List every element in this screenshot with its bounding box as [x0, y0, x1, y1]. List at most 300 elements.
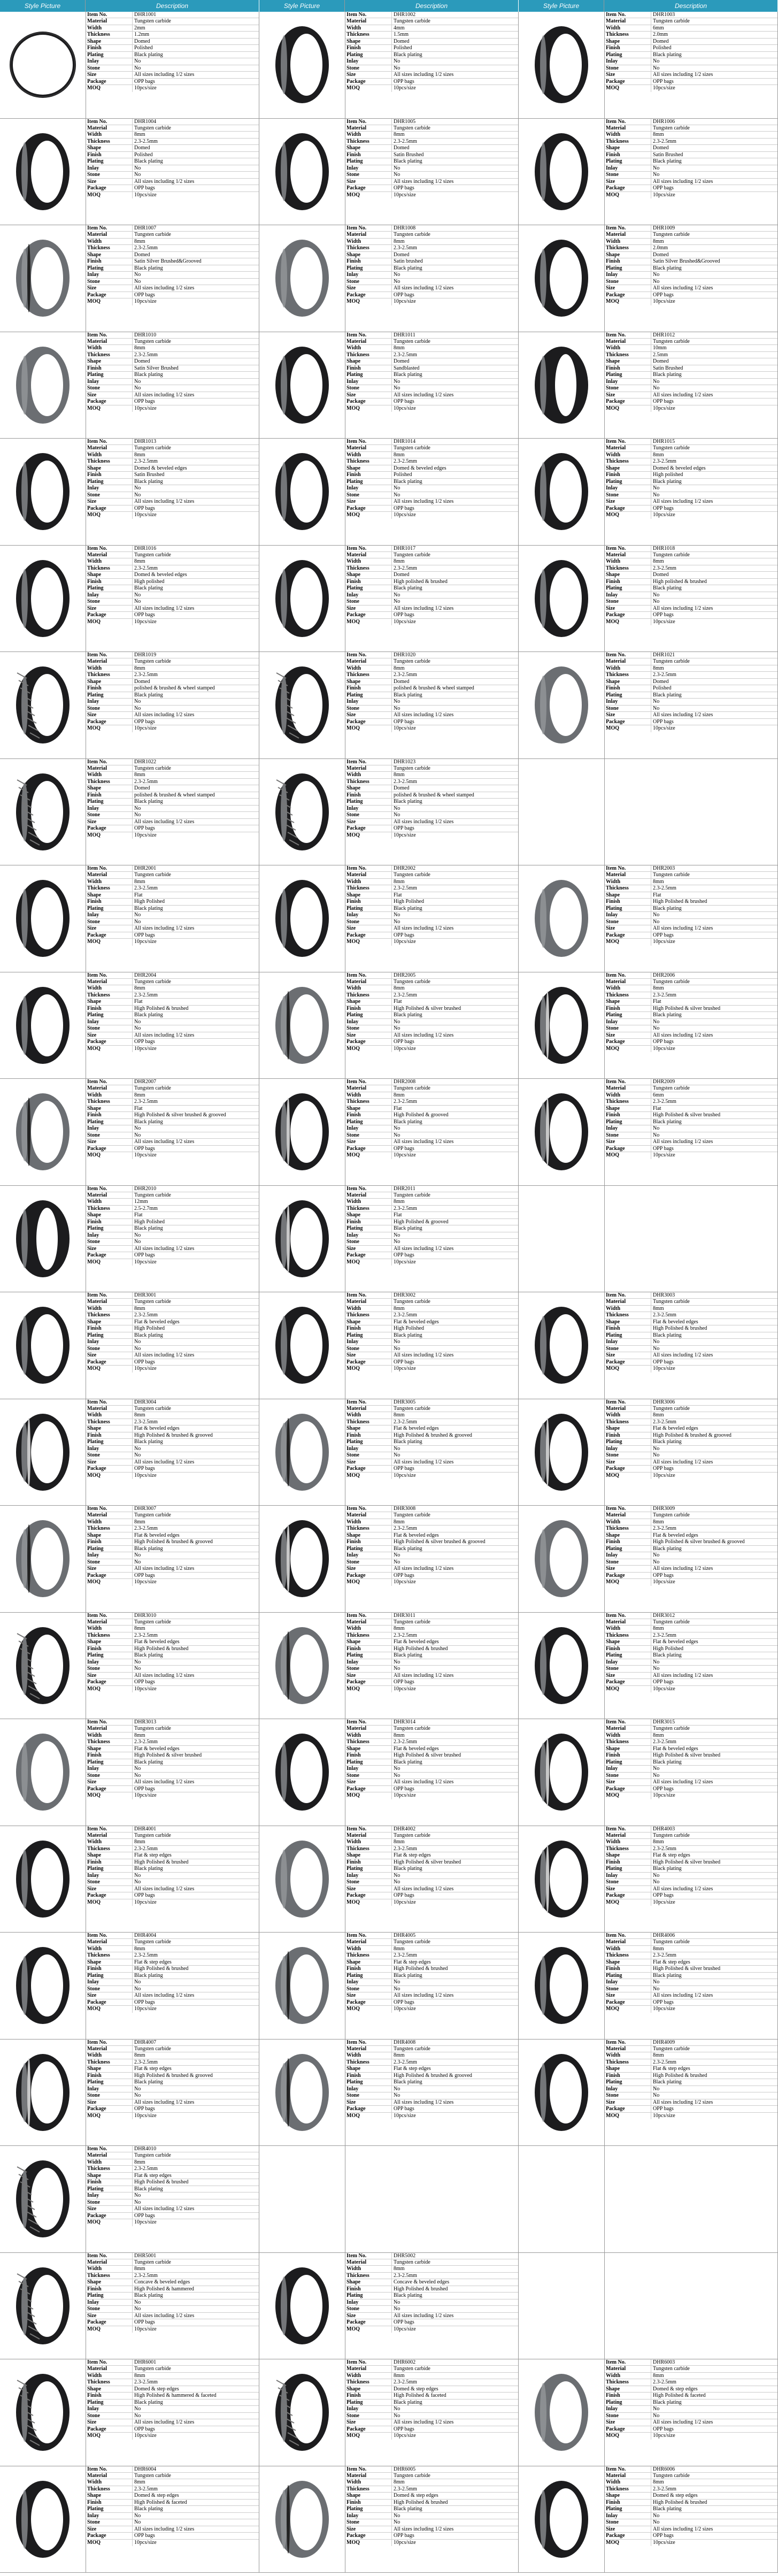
spec-label: Stone — [605, 706, 651, 711]
spec-label: Stone — [86, 2306, 133, 2312]
spec-value: OPP bags — [653, 1679, 674, 1685]
spec-value: OPP bags — [134, 1466, 155, 1472]
spec-label: Material — [86, 2366, 133, 2372]
spec-value: 2.3-2.5mm — [134, 2486, 158, 2492]
spec-row-moq — [86, 2113, 259, 2119]
spec-row-material — [605, 1085, 778, 1092]
spec-label: Finish — [345, 2393, 392, 2398]
spec-label: Shape — [605, 2493, 651, 2498]
spec-value: 10pcs/size — [653, 1366, 675, 1372]
empty-cell — [519, 2146, 778, 2253]
spec-value: 2.3-2.5mm — [134, 2379, 158, 2386]
ring-image — [265, 870, 340, 967]
spec-label: Inlay — [86, 2086, 133, 2092]
spec-value: 8mm — [653, 665, 664, 671]
spec-value: Flat & step edges — [134, 2172, 172, 2179]
spec-row-inlay — [345, 272, 519, 278]
spec-label: Inlay — [86, 1446, 133, 1452]
spec-label: MOQ — [605, 405, 651, 412]
spec-label: Plating — [345, 1973, 392, 1979]
spec-row-moq — [605, 2540, 778, 2546]
spec-row-inlay — [86, 2406, 259, 2412]
spec-label: Thickness — [86, 139, 133, 144]
spec-value: All sizes including 1/2 sizes — [134, 1245, 195, 1252]
spec-label: Item No. — [345, 1506, 392, 1512]
spec-table — [86, 1933, 259, 2039]
spec-row-shape — [345, 145, 519, 151]
spec-value: All sizes including 1/2 sizes — [653, 392, 713, 398]
spec-value: Domed — [394, 251, 410, 258]
spec-row-shape — [605, 2066, 778, 2072]
spec-value: No — [653, 1445, 660, 1452]
spec-value: No — [134, 1766, 141, 1772]
spec-label: Material — [605, 552, 651, 558]
spec-value: OPP bags — [394, 1039, 414, 1045]
spec-value: 2.3-2.5mm — [394, 2379, 417, 2386]
spec-row-size — [345, 2099, 519, 2106]
spec-value: 8mm — [394, 558, 405, 565]
spec-label: Width — [86, 1092, 133, 1098]
spec-row-width — [345, 1626, 519, 1632]
spec-label: Plating — [345, 2506, 392, 2512]
spec-label: MOQ — [86, 2540, 133, 2546]
spec-row-thickness — [86, 1419, 259, 1425]
spec-value: No — [134, 2306, 141, 2312]
spec-row-item — [86, 972, 259, 979]
spec-row-item — [605, 1933, 778, 1939]
spec-row-item — [345, 2253, 519, 2259]
spec-row-package — [345, 2533, 519, 2539]
spec-value: Domed & beveled edges — [653, 465, 706, 471]
spec-label: Package — [605, 1466, 651, 1471]
spec-row-size — [86, 1886, 259, 1892]
spec-row-width — [345, 1306, 519, 1312]
spec-label: MOQ — [345, 1046, 392, 1052]
spec-value: 10pcs/size — [134, 85, 157, 91]
spec-row-width — [345, 345, 519, 351]
spec-value: Black plating — [394, 372, 422, 378]
spec-row-thickness — [345, 1739, 519, 1745]
style-picture — [0, 2253, 86, 2359]
spec-row-moq — [345, 619, 519, 625]
spec-row-moq — [345, 832, 519, 839]
spec-label: Thickness — [86, 992, 133, 998]
spec-value: No — [653, 485, 660, 492]
spec-value: No — [134, 1018, 141, 1025]
spec-value: 2.3-2.5mm — [134, 565, 158, 571]
spec-label: Size — [86, 499, 133, 504]
spec-row-moq — [86, 298, 259, 305]
spec-value: No — [653, 705, 660, 711]
ring-image — [265, 977, 340, 1074]
spec-label: Shape — [86, 1319, 133, 1325]
spec-table — [86, 1186, 259, 1292]
spec-row-stone — [605, 706, 778, 712]
spec-label: Item No. — [86, 2466, 133, 2472]
spec-row-width — [345, 558, 519, 565]
spec-row-package — [345, 1466, 519, 1472]
spec-label: Package — [345, 505, 392, 511]
spec-value: OPP bags — [134, 1892, 155, 1899]
spec-row-size — [345, 2419, 519, 2426]
spec-label: Plating — [605, 52, 651, 58]
spec-row-width — [86, 1412, 259, 1419]
spec-value: Tungsten carbide — [394, 2259, 430, 2265]
spec-label: Material — [86, 339, 133, 344]
spec-value: All sizes including 1/2 sizes — [134, 712, 195, 718]
style-picture — [259, 972, 345, 1079]
spec-value: Tungsten carbide — [134, 1726, 171, 1732]
spec-value: 10pcs/size — [394, 1366, 416, 1372]
spec-label: Thickness — [345, 458, 392, 464]
spec-row-item — [605, 1399, 778, 1406]
spec-row-stone — [86, 919, 259, 925]
spec-label: Finish — [605, 579, 651, 585]
style-picture — [519, 546, 605, 652]
spec-label: Width — [605, 1412, 651, 1418]
spec-value: OPP bags — [394, 1572, 414, 1578]
spec-label: Item No. — [86, 1399, 133, 1405]
spec-row-package — [345, 1679, 519, 1685]
spec-value: Domed & step edges — [394, 2386, 438, 2392]
spec-label: Shape — [345, 2493, 392, 2498]
spec-label: Plating — [605, 479, 651, 485]
spec-value: Tungsten carbide — [653, 1619, 690, 1625]
style-picture — [519, 439, 605, 545]
ring-image — [5, 1617, 80, 1714]
spec-row-thickness — [605, 1952, 778, 1959]
spec-value: All sizes including 1/2 sizes — [394, 1032, 454, 1038]
spec-row-inlay — [605, 1873, 778, 1879]
spec-row-stone — [345, 1239, 519, 1245]
spec-label: MOQ — [86, 85, 133, 91]
spec-label: Width — [86, 1412, 133, 1418]
spec-label: Shape — [605, 465, 651, 471]
spec-value: 2.3-2.5mm — [394, 992, 417, 998]
spec-label: Finish — [345, 1859, 392, 1865]
spec-value: No — [394, 1872, 400, 1879]
spec-label: Stone — [86, 1773, 133, 1778]
spec-label: Inlay — [86, 1019, 133, 1025]
spec-row-inlay — [86, 1873, 259, 1879]
product-cell — [259, 1719, 519, 1826]
spec-row-thickness — [345, 2486, 519, 2493]
spec-table — [605, 119, 778, 225]
spec-row-shape — [86, 1106, 259, 1112]
spec-row-moq — [86, 2326, 259, 2333]
spec-value: Black plating — [394, 1545, 422, 1552]
spec-row-moq — [605, 2006, 778, 2012]
spec-row-moq — [345, 1259, 519, 1266]
spec-value: Black plating — [134, 2079, 163, 2086]
spec-row-material — [605, 1939, 778, 1945]
spec-label: Stone — [345, 2519, 392, 2525]
spec-label: Package — [345, 1039, 392, 1045]
spec-value: Black plating — [134, 1972, 163, 1979]
spec-row-stone — [605, 492, 778, 499]
style-picture — [259, 865, 345, 972]
spec-row-size — [86, 1246, 259, 1252]
spec-label: Shape — [345, 999, 392, 1005]
spec-value: Flat & step edges — [653, 2066, 690, 2072]
spec-label: Stone — [605, 172, 651, 178]
spec-row-size — [345, 1352, 519, 1359]
table-header — [0, 0, 778, 12]
spec-label: Inlay — [86, 699, 133, 704]
spec-row-width — [86, 2373, 259, 2379]
style-picture — [0, 1719, 86, 1826]
spec-label: Stone — [345, 172, 392, 178]
spec-row-shape — [345, 1639, 519, 1645]
spec-row-stone — [86, 2413, 259, 2419]
spec-value: Tungsten carbide — [134, 1299, 171, 1305]
spec-label: Width — [86, 1199, 133, 1205]
spec-row-finish — [86, 2500, 259, 2506]
spec-row-width — [605, 879, 778, 885]
spec-label: Finish — [345, 1646, 392, 1652]
spec-value: No — [134, 699, 141, 705]
spec-row-package — [605, 2533, 778, 2539]
spec-row-moq — [345, 512, 519, 518]
spec-label: MOQ — [86, 832, 133, 839]
spec-row-material — [345, 1085, 519, 1092]
spec-label: MOQ — [605, 1899, 651, 1906]
spec-label: Item No. — [605, 332, 651, 338]
spec-value: 2.3-2.5mm — [134, 885, 158, 892]
spec-label: MOQ — [86, 1792, 133, 1799]
spec-value: 4mm — [394, 25, 405, 31]
spec-row-size — [605, 1779, 778, 1785]
spec-value: All sizes including 1/2 sizes — [394, 1779, 454, 1785]
spec-value: Flat & beveled edges — [653, 1318, 698, 1325]
spec-row-item — [345, 1399, 519, 1406]
spec-row-package — [86, 719, 259, 725]
spec-row-item — [86, 119, 259, 125]
spec-value: DHR1002 — [394, 12, 416, 18]
spec-value: Flat & beveled edges — [653, 1532, 698, 1538]
spec-label: Size — [86, 285, 133, 291]
spec-table — [345, 2359, 519, 2466]
spec-row-item — [345, 1719, 519, 1726]
spec-row-moq — [345, 725, 519, 732]
spec-label: Finish — [86, 1539, 133, 1545]
spec-label: Size — [345, 1566, 392, 1571]
spec-value: No — [653, 2406, 660, 2412]
spec-label: Thickness — [86, 1739, 133, 1745]
spec-row-plating — [86, 479, 259, 485]
product-cell — [519, 865, 778, 972]
spec-label: Size — [86, 2099, 133, 2105]
spec-label: Inlay — [605, 1339, 651, 1345]
spec-value: High Polished & hammered & faceted — [134, 2393, 217, 2399]
spec-row-item — [345, 972, 519, 979]
spec-value: DHR3007 — [134, 1506, 157, 1512]
spec-value: 10pcs/size — [394, 2006, 416, 2012]
spec-row-width — [345, 452, 519, 458]
spec-row-plating — [86, 2399, 259, 2406]
style-picture — [0, 546, 86, 652]
spec-row-shape — [86, 1319, 259, 1325]
spec-label: Finish — [86, 1219, 133, 1225]
spec-row-finish — [86, 899, 259, 905]
spec-row-inlay — [345, 485, 519, 492]
spec-label: Finish — [605, 2073, 651, 2079]
spec-value: Black plating — [653, 2079, 682, 2086]
spec-row-finish — [86, 1219, 259, 1225]
spec-row-package — [345, 1146, 519, 1152]
spec-label: Finish — [345, 792, 392, 798]
spec-label: Inlay — [345, 806, 392, 811]
spec-row-finish — [86, 365, 259, 372]
spec-label: Size — [86, 1992, 133, 1998]
spec-row-thickness — [86, 1846, 259, 1852]
spec-value: OPP bags — [653, 398, 674, 405]
spec-value: DHR2005 — [394, 972, 416, 978]
spec-label: Size — [605, 2099, 651, 2105]
spec-value: DHR2011 — [394, 1185, 415, 1192]
spec-label: Finish — [605, 1966, 651, 1972]
spec-row-package — [605, 932, 778, 939]
spec-row-finish — [86, 792, 259, 799]
spec-label: Thickness — [605, 1632, 651, 1638]
spec-label: Shape — [605, 145, 651, 151]
spec-value: Tungsten carbide — [653, 1726, 690, 1732]
spec-label: Inlay — [86, 806, 133, 811]
spec-value: 10pcs/size — [134, 1579, 157, 1585]
spec-label: Size — [345, 2526, 392, 2532]
spec-row-plating — [86, 692, 259, 699]
spec-table — [605, 225, 778, 332]
spec-row-inlay — [86, 1446, 259, 1452]
spec-label: Size — [605, 499, 651, 504]
spec-label: MOQ — [345, 1366, 392, 1372]
spec-row-plating — [605, 692, 778, 699]
spec-label: Shape — [605, 1852, 651, 1858]
spec-label: Size — [86, 2526, 133, 2532]
spec-label: Stone — [86, 1666, 133, 1672]
spec-label: Shape — [345, 1212, 392, 1218]
spec-label: Plating — [86, 479, 133, 485]
spec-value: No — [394, 1239, 400, 1245]
spec-value: OPP bags — [394, 718, 414, 725]
style-picture — [259, 1186, 345, 1292]
spec-row-thickness — [86, 1206, 259, 1212]
spec-row-shape — [605, 1532, 778, 1539]
spec-label: Plating — [345, 479, 392, 485]
empty-cell — [519, 2253, 778, 2360]
spec-value: OPP bags — [653, 1999, 674, 2005]
spec-row-size — [345, 1779, 519, 1785]
spec-value: High Polished & faceted — [394, 2393, 446, 2399]
spec-label: Finish — [86, 899, 133, 904]
spec-value: OPP bags — [653, 1785, 674, 1792]
spec-label: Size — [86, 819, 133, 825]
spec-value: 8mm — [653, 1412, 664, 1419]
spec-label: Shape — [605, 1106, 651, 1111]
spec-label: Finish — [86, 152, 133, 158]
spec-value: No — [653, 1879, 660, 1885]
spec-value: 10pcs/size — [653, 1899, 675, 1905]
spec-value: Black plating — [394, 905, 422, 911]
spec-label: Width — [345, 985, 392, 991]
spec-value: 2.3-2.5mm — [134, 1419, 158, 1425]
spec-row-width — [86, 985, 259, 992]
spec-row-finish — [86, 45, 259, 51]
spec-label: Thickness — [86, 1206, 133, 1212]
spec-label: Shape — [86, 1425, 133, 1431]
spec-label: Finish — [605, 1646, 651, 1652]
spec-value: No — [394, 1452, 400, 1459]
spec-value: All sizes including 1/2 sizes — [394, 605, 454, 611]
spec-row-thickness — [345, 245, 519, 251]
spec-row-stone — [605, 2092, 778, 2099]
spec-row-thickness — [605, 1419, 778, 1425]
spec-value: 8mm — [134, 1305, 145, 1312]
spec-row-plating — [86, 1439, 259, 1445]
spec-row-thickness — [605, 2379, 778, 2386]
spec-value: 8mm — [134, 558, 145, 565]
spec-label: Package — [345, 1573, 392, 1578]
spec-row-stone — [86, 65, 259, 72]
spec-label: Plating — [345, 52, 392, 58]
spec-value: DHR1004 — [134, 118, 157, 125]
spec-value: No — [653, 2519, 660, 2526]
ring-image — [265, 443, 340, 540]
spec-value: Tungsten carbide — [653, 125, 690, 131]
product-cell — [0, 439, 259, 546]
spec-value: 2.3-2.5mm — [134, 672, 158, 678]
spec-value: Tungsten carbide — [653, 1832, 690, 1838]
spec-row-finish — [345, 1325, 519, 1332]
spec-row-item — [86, 2466, 259, 2473]
spec-label: Item No. — [345, 1826, 392, 1832]
spec-value: 10pcs/size — [653, 1472, 675, 1478]
spec-row-item — [86, 1826, 259, 1833]
spec-label: Finish — [345, 685, 392, 691]
spec-value: High Polished & silver brushed — [653, 1966, 721, 1972]
spec-value: 8mm — [394, 878, 405, 885]
spec-table — [86, 1826, 259, 1933]
spec-row-material — [345, 2046, 519, 2052]
ring-image — [524, 1084, 599, 1180]
spec-value: No — [134, 1985, 141, 1992]
spec-label: Package — [345, 2319, 392, 2325]
spec-value: 8mm — [394, 1412, 405, 1419]
spec-value: 10pcs/size — [653, 1045, 675, 1052]
spec-label: Width — [605, 879, 651, 885]
spec-row-stone — [605, 599, 778, 605]
spec-label: Size — [86, 179, 133, 185]
spec-label: Item No. — [86, 119, 133, 125]
spec-row-thickness — [86, 565, 259, 572]
spec-value: No — [134, 2406, 141, 2412]
spec-label: Item No. — [86, 1079, 133, 1085]
spec-value: 2.3-2.5mm — [394, 778, 417, 785]
spec-label: Shape — [86, 1852, 133, 1858]
style-picture — [519, 2359, 605, 2466]
spec-row-material — [86, 2259, 259, 2266]
spec-value: 10pcs/size — [394, 618, 416, 625]
spec-row-stone — [605, 1986, 778, 1992]
spec-value: All sizes including 1/2 sizes — [653, 1779, 713, 1785]
spec-value: No — [134, 2086, 141, 2092]
spec-row-package — [605, 2426, 778, 2433]
spec-row-item — [605, 1292, 778, 1299]
product-cell — [0, 119, 259, 226]
spec-label: Plating — [345, 1012, 392, 1018]
spec-value: No — [394, 592, 400, 598]
spec-value: Black plating — [653, 1118, 682, 1125]
